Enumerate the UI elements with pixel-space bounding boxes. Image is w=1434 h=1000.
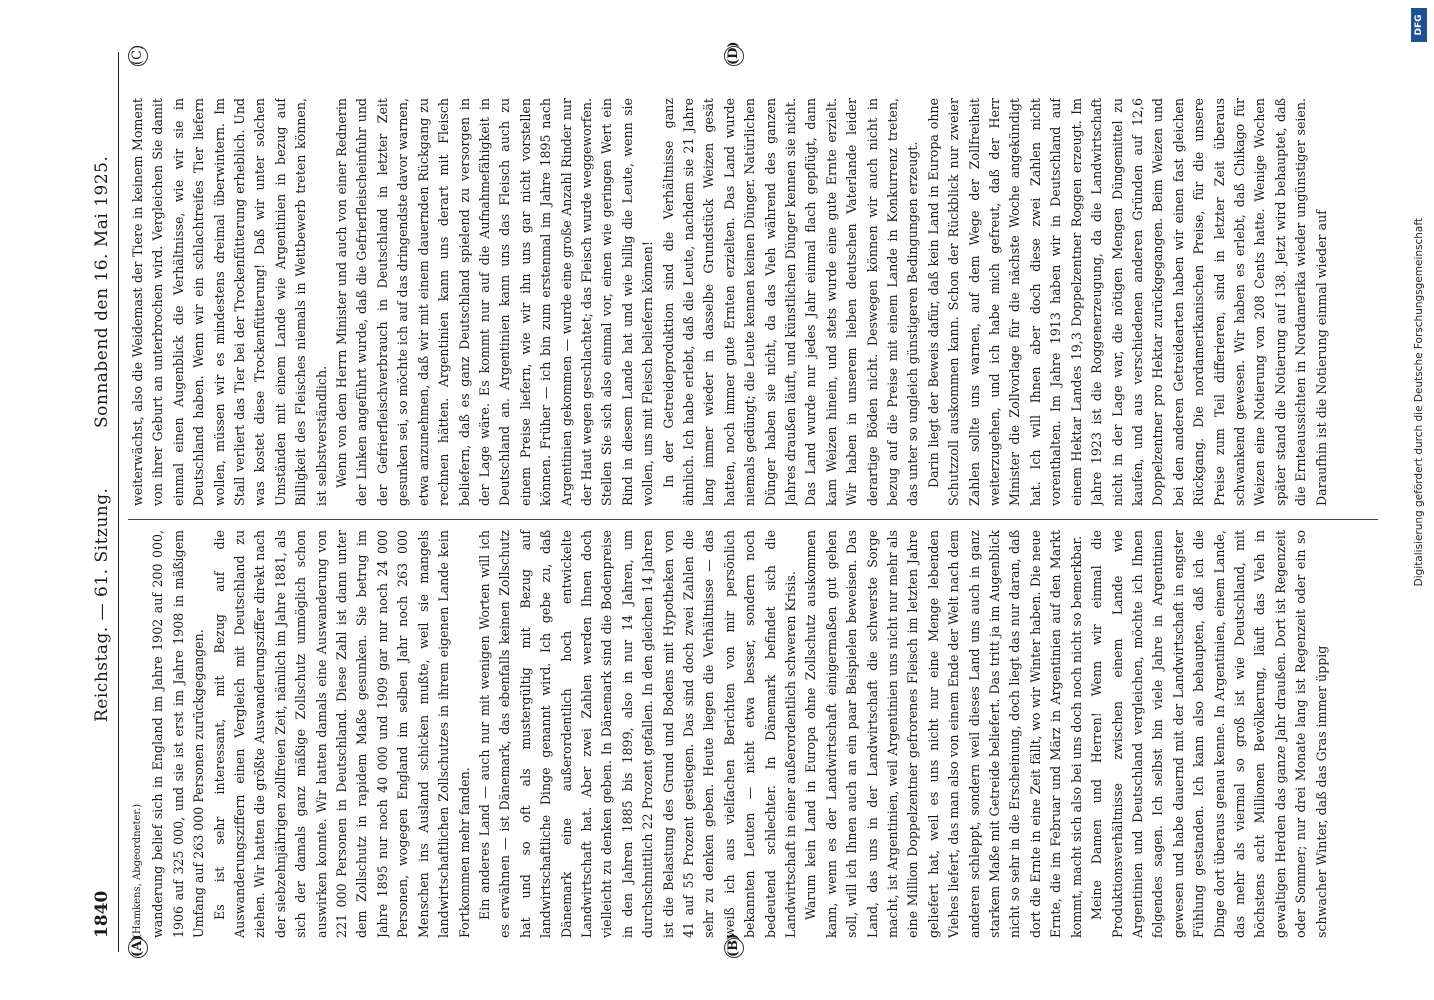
paragraph: wanderung belief sich in England im Jahre 1902 auf 200 000, 1906 auf 325 000, und sie ist erst im Jahre 1908 in mäßigem Umfang auf 263 000 Personen zurückgegangen.	[150, 530, 207, 938]
paragraph: Warum kein Land in Europa ohne Zollschutz auskommen kann, wenn es der Landwirtschaft einigermaßen gut gehen soll, will ich Ihnen auch an ein paar Beispielen beweisen. Das Land, das uns in der Landwirtschaft die schwerste Sorge macht, ist Argentinien, weil Argentinien uns nicht nur mehr als eine Million Doppelzentner gefrorenes Fleisch im letzten Jahre geliefert hat, weil es uns nicht nur eine Menge lebenden Viehes liefert, das man also von einem Ende der Welt nach dem anderen schleppt, sondern weil dieses Land uns auch in ganz starkem Maße mit Getreide beliefert. Das tritt ja im Augenblick nicht so sehr in die Erscheinung, doch liegt das nur daran, daß dort die Ernte in eine Zeit fällt, wo wir Winter haben. Die neue Ernte, die im Februar und März in Argentinien auf den Markt kommt, macht sich also bei uns doch noch nicht so bemerkbar.	[803, 530, 1084, 938]
paragraph: In der Getreideproduktion sind die Verhältnisse ganz ähnlich. Ich habe erlebt, daß die Leute, nachdem sie 21 Jahre lang immer wieder in dasselbe Grundstück Weizen gesät hatten, noch immer gute Ernten erzielten. Das Land wurde niemals gedüngt; die Leute kennen keinen Dünger. Natürlichen Dünger haben sie nicht, da das Vieh während des ganzen Jahres draußen läuft, und künstlichen Dünger kennen sie nicht. Das Land wurde nur jedes Jahr einmal flach gepflügt, dann kam Weizen hinein, und stets wurde eine gute Ernte erzielt. Wir haben in unserem lieben deutschen Vaterlande leider derartige Böden nicht. Deswegen können wir auch nicht in bezug auf die Preise mit einem Lande in Konkurrenz treten, das unter so ungleich günstigeren Bedingungen erzeugt.	[660, 98, 921, 506]
digitization-sidebar	[1404, 0, 1434, 1000]
paragraph: Ein anderes Land — auch nur mit wenigen Worten will ich es erwähnen — ist Dänemark, das ebenfalls keinen Zollschutz hat und so oft als mustergültig mit Bezug auf landwirtschaftliche Dinge genannt wird. Ich gebe zu, daß Dänemark eine außerordentlich hoch entwickelte Landwirtschaft hat. Aber zwei Zahlen werden Ihnen doch vielleicht zu denken geben. In Dänemark sind die Bodenpreise in den Jahren 1885 bis 1899, also in nur 14 Jahren, um durchschnittlich 22 Prozent gefallen. In den gleichen 14 Jahren ist die Belastung des Grund und Bodens mit Hypotheken von 41 auf 55 Prozent gestiegen. Das sind doch zwei Zahlen die sehr zu denken geben. Heute liegen die Verhältnisse — das weiß ich aus vielfachen Berichten von mir persönlich bekannten Leuten — nicht etwa besser, sondern noch bedeutend schlechter. In Dänemark befindet sich die Landwirtschaft in einer außerordentlich schweren Krisis.	[476, 530, 798, 938]
paragraph: Darin liegt der Beweis dafür, daß kein Land in Europa ohne Schutzzoll auskommen kann. Schon der Rückblick nur zweier Zahlen sollte uns warnen, auf dem Wege der Zollfreiheit weiterzugehen, und ich habe mich gefreut, daß der Herr Minister die Zollvorlage für die nächste Woche angekündigt hat. Ich will Ihnen aber doch diese zwei Zahlen nicht vorenthalten. Im Jahre 1913 haben wir in Deutschland auf einem Hektar Landes 19,3 Doppelzentner Roggen erzeugt. Im Jahre 1923 ist die Roggenerzeugung, da die Landwirtschaft nicht in der Lage war, die nötigen Mengen Düngemittel zu kaufen, und aus verschiedenen anderen Gründen auf 12,6 Doppelzentner pro Hektar zurückgegangen. Beim Weizen und bei den anderen Getreidearten haben wir einen fast gleichen Rückgang. Die nordamerikanischen Preise, für die unsere Preise zum Teil differieren, sind in letzter Zeit überaus schwankend gewesen. Wir haben es erlebt, daß Chikago für Weizen eine Notierung von 208 Cents hatte. Wenige Wochen später stand die Notierung auf 138. Jetzt wird behauptet, daß die Ernteaussichten in Nordamerika wieder ungünstiger seien. Daraufhin ist die Notierung einmal wieder auf	[925, 98, 1329, 506]
text-column-left	[128, 519, 1378, 938]
paragraph: Meine Damen und Herren! Wenn wir einmal die Produktionsverhältnisse zwischen einem Lande wie Argentinien und Deutschland vergleichen, möchte ich Ihnen folgendes sagen. Ich selbst bin viele Jahre in Argentinien gewesen und habe dauernd mit der Landwirtschaft in engster Fühlung gestanden. Ich kann also behaupten, daß ich die Dinge dort überaus genau kenne. In Argentinien, einem Lande, das mehr als viermal so groß ist wie Deutschland, mit höchstens acht Millionen Bevölkerung, läuft das Vieh in gewaltigen Herden das ganze Jahr draußen. Dort ist Regenzeit oder Sommer; nur drei Monate lang ist Regenzeit oder ein so schwacher Winter, daß das Gras immer üppig	[1089, 530, 1329, 938]
page-header	[84, 52, 119, 952]
margin-mark-c: (C)	[128, 46, 148, 66]
margin-mark-a: (A)	[128, 938, 148, 958]
digitization-note: Digitalisierung gefördert durch die Deutsche Forschungsgemeinschaft	[1413, 218, 1425, 587]
dfg-logo-text: DFG	[1414, 14, 1424, 36]
session-date: Sonnabend den 16. Mai 1925.	[92, 155, 112, 428]
paragraph: weiterwächst, also die Weidemast der Tiere in keinem Moment von ihrer Geburt an unterbrochen wird. Vergleichen Sie damit einmal einen Augenblick die Verhältnisse, wie wir sie in Deutschland haben. Wenn wir ein schlachtreifes Tier liefern wollen, müssen wir es mindestens dreimal überwintern. Im Stall verliert das Tier bei der Trockenfütterung erheblich. Und was kostet diese Trockenfütterung! Daß wir unter solchen Umständen mit einem Lande wie Argentinien in bezug auf Billigkeit des Fleisches niemals in Wettbewerb treten können, ist selbstverständlich.	[130, 98, 329, 506]
margin-mark-d: (D)	[724, 46, 744, 66]
text-column-right	[128, 98, 1378, 506]
dfg-logo	[1411, 8, 1427, 42]
document-page	[84, 41, 1404, 957]
paragraph: Es ist sehr interessant, mit Bezug auf die Auswanderungsziffern einen Vergleich mit Deutschland zu ziehen. Wir hatten die größte Auswanderungsziffer direkt nach der siebzehnjährigen zollfreien Zeit, nämlich im Jahre 1881, als sich der damals ganz mäßige Zollschutz unmöglich schon auswirken konnte. Wir hatten damals eine Auswanderung von 221 000 Personen in Deutschland. Diese Zahl ist dann unter dem Zollschutz in rapidem Maße gesunken. Sie betrug im Jahre 1895 nur noch 40 000 und 1909 gar nur noch 24 000 Personen, wogegen England im selben Jahr noch 263 000 Menschen ins Ausland schicken mußte, weil sie mangels landwirtschaftlichen Zollschutzes in ihrem eigenen Lande kein Fortkommen mehr fanden.	[211, 530, 472, 938]
paragraph: Wenn von dem Herrn Minister und auch von einer Rednerin der Linken angeführt wurde, daß die Gefrierfleischeinfuhr und der Gefrierfleischverbrauch in Deutschland in letzter Zeit gesunken sei, so möchte ich auf das dringendste davor warnen, etwa anzunehmen, daß wir mit einem dauernden Rückgang zu rechnen hätten. Argentinien kann uns derart mit Fleisch beliefern, daß es ganz Deutschland spielend zu versorgen in der Lage wäre. Es kommt nur auf die Aufnahmefähigkeit in Deutschland an. Argentinien kann uns das Fleisch auch zu einem Preise liefern, wie wir ihn uns gar nicht vorstellen können. Früher — ich bin zum erstenmal im Jahre 1895 nach Argentinien gekommen — wurde eine große Anzahl Rinder nur der Haut wegen geschlachtet; das Fleisch wurde weggeworfen. Stellen Sie sich also einmal vor, einen wie geringen Wert ein Rind in diesem Lande hat und wie billig die Leute, wenn sie wollen, uns mit Fleisch beliefern können!	[334, 98, 656, 506]
margin-mark-b: (B)	[724, 938, 744, 958]
speaker-tag: (Hamkens, Abgeordneter.)	[132, 803, 143, 938]
page-number: 1840	[92, 890, 112, 938]
session-title: Reichstag. — 61. Sitzung.	[92, 487, 112, 722]
